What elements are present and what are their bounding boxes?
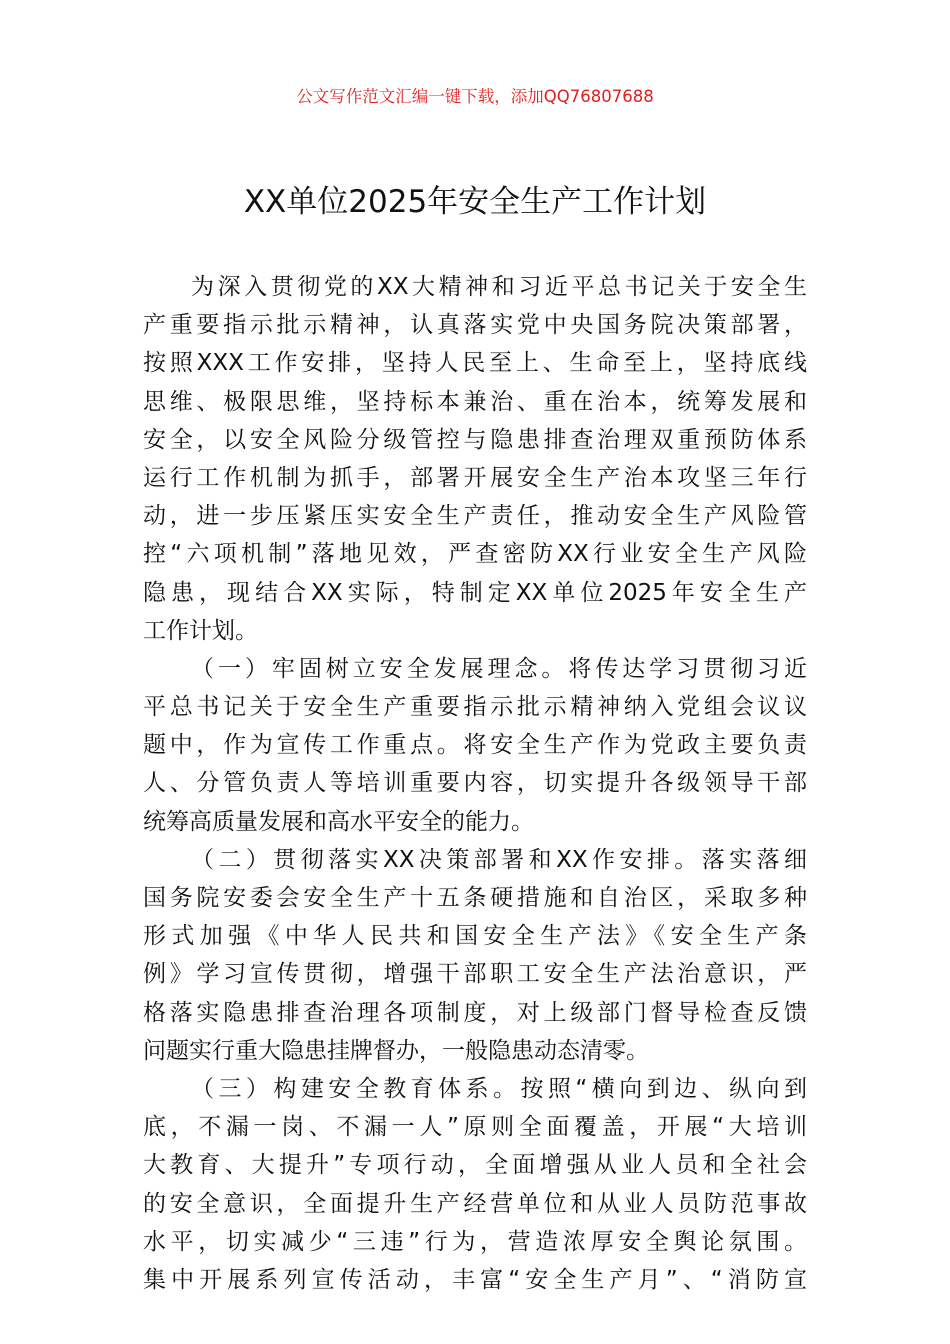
paragraph-section-1: [143, 650, 807, 841]
text-line: 大教育、大提升”专项行动，全面增强从业人员和全社会: [143, 1152, 807, 1179]
text-line: 题中，作为宣传工作重点。将安全生产作为党政主要负责: [143, 732, 807, 759]
text-line: 运行工作机制为抓手，部署开展安全生产治本攻坚三年行: [143, 464, 807, 491]
text-line: 的安全意识，全面提升生产经营单位和从业人员防范事故: [143, 1190, 807, 1217]
text-line: 人、分管负责人等培训重要内容，切实提升各级领导干部: [143, 770, 807, 797]
text-line: 问题实行重大隐患挂牌督办，一般隐患动态清零。: [143, 1037, 649, 1064]
text-line: 动，进一步压紧压实安全生产责任，推动安全生产风险管: [143, 503, 807, 530]
paragraph-intro: [143, 268, 807, 650]
text-line: （二）贯彻落实XX决策部署和XX作安排。落实落细: [191, 846, 807, 873]
text-line: 水平，切实减少“三违”行为，营造浓厚安全舆论氛围。: [143, 1228, 807, 1255]
text-line: 工作计划。: [143, 617, 258, 644]
download-banner: 公文写作范文汇编一键下载，添加QQ76807688: [296, 87, 654, 106]
paragraph-section-2: [143, 841, 807, 1070]
text-line: 例》学习宣传贯彻，增强干部职工安全生产法治意识，严: [143, 961, 807, 988]
text-line: 国务院安委会安全生产十五条硬措施和自治区，采取多种: [143, 885, 807, 911]
text-line: （一）牢固树立安全发展理念。将传达学习贯彻习近: [191, 655, 807, 682]
text-line: 集中开展系列宣传活动，丰富“安全生产月”、“消防宣: [143, 1266, 807, 1293]
text-line: 安全，以安全风险分级管控与隐患排查治理双重预防体系: [143, 426, 807, 453]
text-line: 按照XXX工作安排，坚持人民至上、生命至上，坚持底线: [143, 350, 807, 377]
paragraph-section-3: [143, 1070, 807, 1299]
text-line: 思维、极限思维，坚持标本兼治、重在治本，统筹发展和: [143, 388, 807, 415]
text-line: 产重要指示批示精神，认真落实党中央国务院决策部署，: [143, 312, 807, 339]
text-line: 格落实隐患排查治理各项制度，对上级部门督导检查反馈: [143, 999, 807, 1026]
text-line: 统筹高质量发展和高水平安全的能力。: [143, 808, 534, 835]
document-title: XX单位2025年安全生产工作计划: [243, 184, 707, 220]
text-line: （三）构建安全教育体系。按照“横向到边、纵向到: [191, 1075, 807, 1102]
text-line: 平总书记关于安全生产重要指示批示精神纳入党组会议议: [143, 694, 807, 721]
text-line: 控“六项机制”落地见效，严查密防XX行业安全生产风险: [143, 541, 807, 568]
text-line: 底，不漏一岗、不漏一人”原则全面覆盖，开展“大培训: [143, 1114, 807, 1141]
text-line: 隐患，现结合XX实际，特制定XX单位2025年安全生产: [143, 579, 807, 606]
document-body: [143, 268, 807, 1299]
text-line: 形式加强《中华人民共和国安全生产法》《安全生产条: [143, 923, 807, 950]
text-line: 为深入贯彻党的XX大精神和习近平总书记关于安全生: [191, 274, 807, 300]
